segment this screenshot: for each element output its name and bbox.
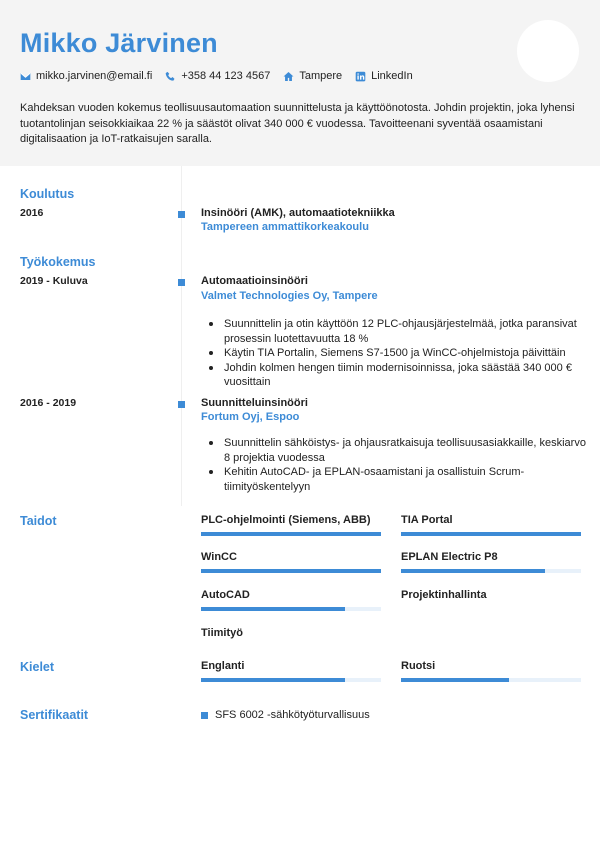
contact-email-text: mikko.jarvinen@email.fi bbox=[36, 70, 153, 82]
profile-summary: Kahdeksan vuoden kokemus teollisuusautomaation suunnittelusta ja käyttöönotosta. Johdin projektin, joka lyhensi tuotantolinjan seisokkiaikaa 22 % ja säästöt olivat 340 000 € vuodessa. Tavoitteenani syventää osaamistani digitalisaation ja IoT-ratkaisujen saralla. bbox=[20, 102, 575, 145]
education-degree: Insinööri (AMK), automaatiotekniikka bbox=[201, 207, 395, 219]
timeline-marker bbox=[178, 279, 185, 286]
skill-bar bbox=[401, 569, 581, 573]
skill-label: EPLAN Electric P8 bbox=[401, 551, 498, 563]
contact-location bbox=[283, 70, 342, 82]
avatar bbox=[517, 20, 579, 82]
skill-label: Tiimityö bbox=[201, 627, 243, 639]
job-bullets bbox=[201, 436, 586, 494]
list-item: Suunnittelin ja otin käyttöön 12 PLC-ohjausjärjestelmää, jotka paransivat prosessin luotettavuutta 18 % bbox=[201, 317, 586, 346]
education-school: Tampereen ammattikorkeakoulu bbox=[201, 221, 369, 233]
language-bar bbox=[201, 678, 381, 682]
contact-phone-text: +358 44 123 4567 bbox=[181, 70, 271, 82]
section-title-skills: Taidot bbox=[20, 514, 57, 528]
job-employer: Fortum Oyj, Espoo bbox=[201, 411, 300, 423]
contact-location-text: Tampere bbox=[299, 70, 343, 82]
contact-bar bbox=[20, 69, 426, 83]
skill-label: TIA Portal bbox=[401, 514, 453, 526]
timeline-marker bbox=[178, 211, 185, 218]
job-date: 2016 - 2019 bbox=[20, 397, 77, 409]
certification-item bbox=[201, 709, 370, 721]
home-icon bbox=[283, 71, 294, 82]
skill-bar bbox=[401, 532, 581, 536]
job-title: Suunnitteluinsinööri bbox=[201, 397, 308, 409]
section-title-languages: Kielet bbox=[20, 660, 55, 674]
skill-label: WinCC bbox=[201, 551, 237, 563]
job-date: 2019 - Kuluva bbox=[20, 275, 88, 287]
contact-linkedin[interactable] bbox=[355, 70, 413, 82]
list-item: Johdin kolmen hengen tiimin modernisoinnissa, joka säästää 340 000 € vuosittain bbox=[201, 361, 586, 390]
section-title-certifications: Sertifikaatit bbox=[20, 708, 89, 722]
skill-bar bbox=[201, 569, 381, 573]
job-employer: Valmet Technologies Oy, Tampere bbox=[201, 290, 378, 302]
contact-email[interactable] bbox=[20, 70, 152, 82]
list-item: Käytin TIA Portalin, Siemens S7-1500 ja WinCC-ohjelmistoja päivittäin bbox=[201, 346, 586, 361]
skill-bar bbox=[201, 607, 381, 611]
job-bullets bbox=[201, 317, 586, 390]
section-title-experience: Työkokemus bbox=[20, 255, 96, 269]
contact-phone[interactable] bbox=[165, 70, 270, 82]
square-bullet-icon bbox=[201, 712, 208, 719]
language-bar bbox=[401, 678, 581, 682]
phone-icon bbox=[165, 71, 176, 82]
job-title: Automaatioinsinööri bbox=[201, 275, 308, 287]
contact-linkedin-text: LinkedIn bbox=[371, 70, 413, 82]
section-title-education: Koulutus bbox=[20, 187, 75, 201]
linkedin-icon bbox=[355, 71, 366, 82]
language-label: Ruotsi bbox=[401, 660, 436, 672]
timeline-marker bbox=[178, 401, 185, 408]
list-item: Kehitin AutoCAD- ja EPLAN-osaamistani ja osallistuin Scrum-tiimityöskentelyyn bbox=[201, 465, 586, 494]
language-label: Englanti bbox=[201, 660, 245, 672]
skill-label: AutoCAD bbox=[201, 589, 250, 601]
skill-label: Projektinhallinta bbox=[401, 589, 487, 601]
education-date: 2016 bbox=[20, 207, 44, 219]
skill-bar bbox=[201, 532, 381, 536]
certification-label: SFS 6002 -sähkötyöturvallisuus bbox=[215, 709, 370, 721]
list-item: Suunnittelin sähköistys- ja ohjausratkaisuja teollisuusasiakkaille, keskiarvo 8 projektia vuodessa bbox=[201, 436, 586, 465]
page-title: Mikko Järvinen bbox=[20, 28, 218, 58]
skill-label: PLC-ohjelmointi (Siemens, ABB) bbox=[201, 514, 371, 526]
envelope-icon bbox=[20, 71, 31, 82]
